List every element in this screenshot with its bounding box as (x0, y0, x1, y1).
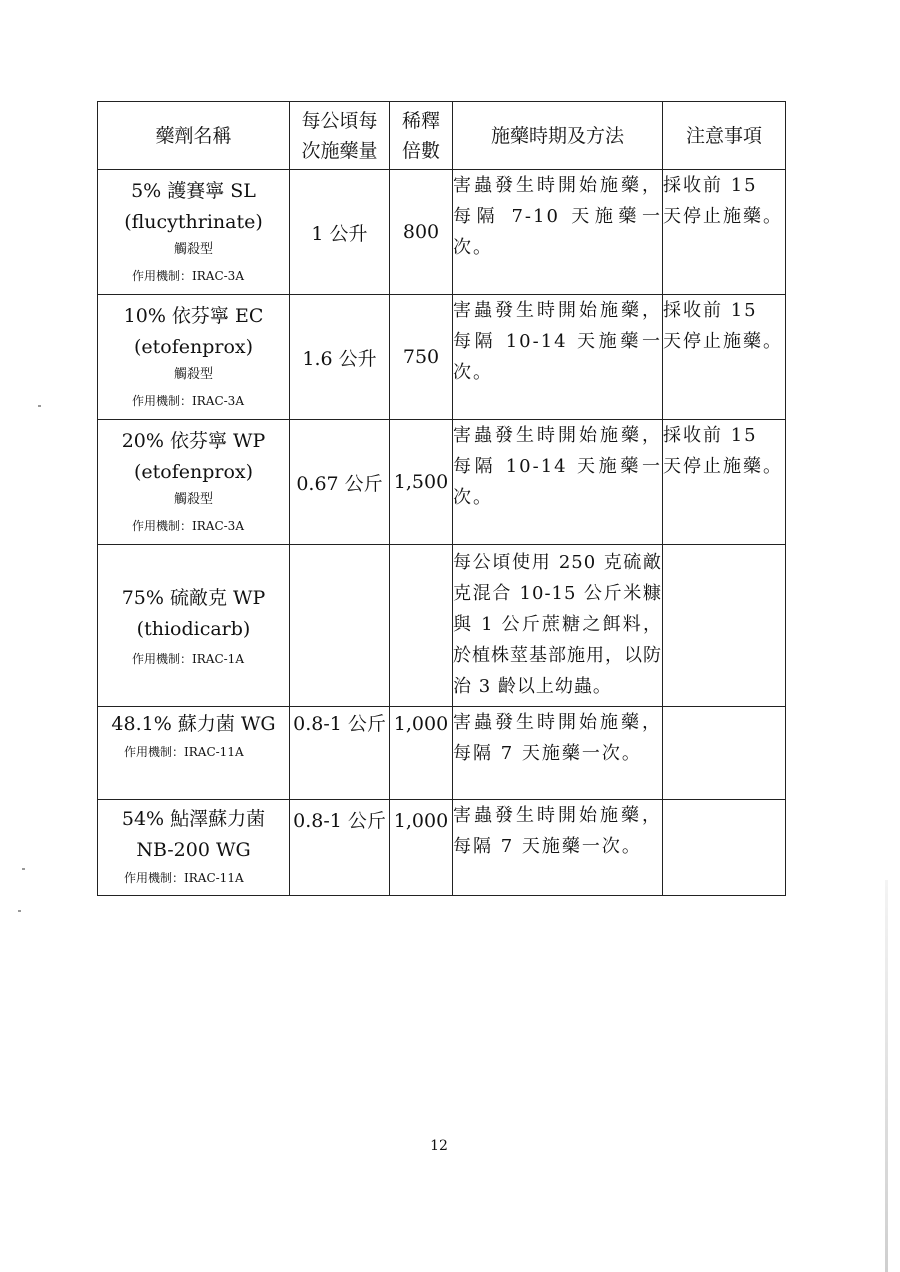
notes-cell: 採收前 15 天停止施藥。 (663, 295, 786, 420)
method-cell: 每公頃使用 250 克硫敵克混合 10-15 公斤米糠與 1 公斤蔗糖之餌料，於植株莖基部施用，以防治 3 齡以上幼蟲。 (453, 545, 663, 707)
kill-type: 觸殺型 (173, 367, 213, 382)
kill-type: 觸殺型 (173, 492, 213, 507)
notes-cell: 採收前 15 天停止施藥。 (663, 420, 786, 545)
header-name: 藥劑名稱 (98, 102, 290, 170)
scan-speck (38, 405, 41, 407)
dose-cell: 0.8-1 公斤 (290, 800, 390, 896)
pesticide-name-cell (98, 420, 290, 545)
table-row (98, 707, 786, 800)
method-cell: 害蟲發生時開始施藥，每隔 10-14 天施藥一次。 (453, 295, 663, 420)
dilution-cell: 800 (390, 170, 453, 295)
dilution-cell: 1,000 (390, 707, 453, 800)
dose-cell: 1 公升 (290, 170, 390, 295)
dilution-cell: 750 (390, 295, 453, 420)
scan-speck (22, 868, 25, 870)
notes-cell (663, 800, 786, 896)
mode-of-action: 作用機制：IRAC-11A (124, 745, 244, 759)
pesticide-ingredient: (etofenprox) (133, 336, 254, 358)
pesticide-name: 5% 護賽寧 SL (131, 180, 256, 202)
header-dose: 每公頃每次施藥量 (290, 102, 390, 170)
page-number: 12 (430, 1138, 448, 1154)
pesticide-name-cell (98, 545, 290, 707)
method-cell: 害蟲發生時開始施藥，每隔 7 天施藥一次。 (453, 707, 663, 800)
header-notes: 注意事項 (663, 102, 786, 170)
dose-cell: 1.6 公升 (290, 295, 390, 420)
mode-of-action: 作用機制：IRAC-11A (124, 871, 244, 885)
scan-speck (18, 910, 21, 912)
pesticide-table (97, 101, 786, 896)
dose-cell: 0.8-1 公斤 (290, 707, 390, 800)
header-dilution: 稀釋倍數 (390, 102, 453, 170)
dose-cell (290, 545, 390, 707)
mode-of-action: 作用機制：IRAC-3A (132, 269, 244, 283)
pesticide-ingredient: NB-200 WG (136, 839, 251, 861)
mode-of-action: 作用機制：IRAC-1A (132, 651, 244, 666)
mode-of-action: 作用機制：IRAC-3A (132, 394, 244, 408)
method-cell: 害蟲發生時開始施藥，每隔 7 天施藥一次。 (453, 800, 663, 896)
dose-cell: 0.67 公斤 (290, 420, 390, 545)
pesticide-name-cell (98, 707, 290, 800)
dilution-cell (390, 545, 453, 707)
pesticide-name-cell (98, 295, 290, 420)
pesticide-name-cell (98, 800, 290, 896)
scan-page-edge (885, 880, 888, 1272)
pesticide-ingredient: (etofenprox) (133, 461, 254, 483)
pesticide-name: 20% 依芬寧 WP (121, 430, 266, 452)
mode-of-action: 作用機制：IRAC-3A (132, 519, 244, 533)
pesticide-ingredient: (thiodicarb) (136, 617, 251, 640)
dilution-cell: 1,500 (390, 420, 453, 545)
table-header-row (98, 102, 786, 170)
pesticide-name: 75% 硫敵克 WP (121, 586, 266, 609)
table-row (98, 170, 786, 295)
table-row (98, 420, 786, 545)
pesticide-name: 54% 鮎澤蘇力菌 (121, 808, 266, 830)
method-cell: 害蟲發生時開始施藥，每隔 7-10 天施藥一次。 (453, 170, 663, 295)
notes-cell: 採收前 15 天停止施藥。 (663, 170, 786, 295)
notes-cell (663, 545, 786, 707)
table-row (98, 545, 786, 707)
table-row (98, 295, 786, 420)
dilution-cell: 1,000 (390, 800, 453, 896)
kill-type: 觸殺型 (173, 242, 213, 257)
table-row (98, 800, 786, 896)
method-cell: 害蟲發生時開始施藥，每隔 10-14 天施藥一次。 (453, 420, 663, 545)
pesticide-ingredient: (flucythrinate) (124, 211, 263, 233)
pesticide-name-cell (98, 170, 290, 295)
pesticide-name: 48.1% 蘇力菌 WG (111, 713, 276, 735)
pesticide-name: 10% 依芬寧 EC (123, 305, 264, 327)
header-method: 施藥時期及方法 (453, 102, 663, 170)
notes-cell (663, 707, 786, 800)
